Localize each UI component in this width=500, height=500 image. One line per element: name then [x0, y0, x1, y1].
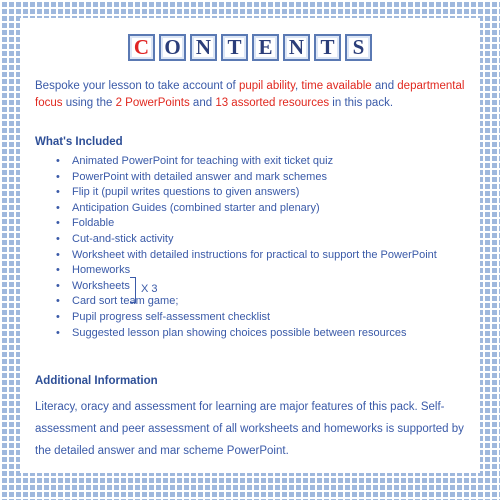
intro-highlight: 2 PowerPoints [115, 97, 190, 109]
intro-highlight: pupil ability [238, 80, 295, 92]
list-item: • Homeworks [56, 263, 437, 279]
list-item: • Cut-and-stick activity [56, 232, 437, 248]
intro-text: , [294, 80, 302, 92]
intro-highlight: time available [301, 80, 372, 92]
included-list [56, 154, 437, 341]
intro-paragraph [35, 78, 468, 112]
list-item: • Worksheets [56, 279, 437, 295]
title-letter-tile: T [314, 34, 341, 61]
intro-text: in this pack. [329, 97, 394, 109]
list-item: • Suggested lesson plan showing choices possible between resources [56, 326, 437, 342]
title-letter-tile: O [159, 34, 186, 61]
list-item: • Card sort team game; [56, 294, 437, 310]
list-item: • Worksheet with detailed instructions for practical to support the PowerPoint [56, 248, 437, 264]
title-letter-tile: C [128, 34, 155, 61]
intro-text: using the [62, 97, 116, 109]
list-item: • Animated PowerPoint for teaching with exit ticket quiz [56, 154, 437, 170]
intro-text: Bespoke your lesson to take account of [35, 80, 239, 92]
list-item: • Foldable [56, 216, 437, 232]
list-item: • PowerPoint with detailed answer and mark schemes [56, 170, 437, 186]
title-letter-tile: S [345, 34, 372, 61]
intro-highlight: departmental focus [35, 80, 465, 109]
intro-text: and [189, 97, 216, 109]
intro-text: and [371, 80, 398, 92]
title-letter-tile: E [252, 34, 279, 61]
list-item: • Anticipation Guides (combined starter and plenary) [56, 201, 437, 217]
title-letter-tile: N [190, 34, 217, 61]
list-item: • Pupil progress self-assessment checklist [56, 310, 437, 326]
intro-highlight: 13 assorted resources [215, 97, 330, 109]
contents-title [20, 34, 480, 61]
additional-info-text: Literacy, oracy and assessment for learning are major features of this pack. Self-assessment and peer assessment of all worksheets and homeworks is supported by the detailed answer and mar scheme PowerPoint. [35, 401, 464, 457]
group-bracket [130, 277, 136, 303]
multiplier-label: X 3 [141, 283, 158, 295]
content-card [20, 18, 480, 473]
title-letter-tile: T [221, 34, 248, 61]
list-item: • Flip it (pupil writes questions to given answers) [56, 185, 437, 201]
additional-info-heading: Additional Information [35, 375, 158, 387]
whats-included-heading: What's Included [35, 136, 123, 148]
title-letter-tile: N [283, 34, 310, 61]
